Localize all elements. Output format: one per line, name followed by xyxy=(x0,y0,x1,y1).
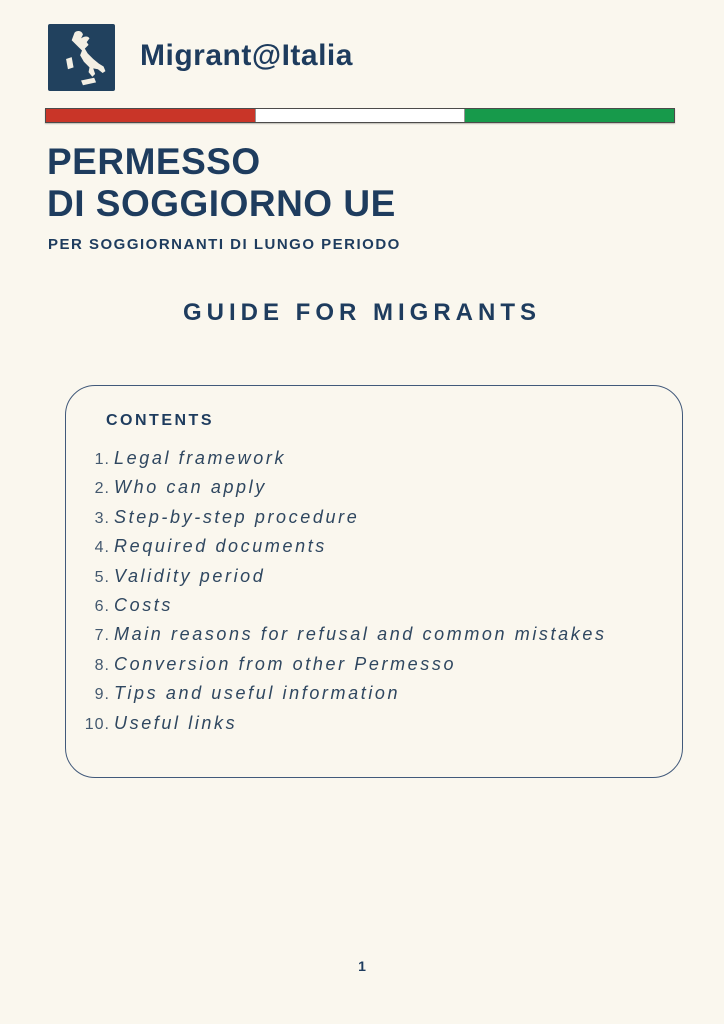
italy-map-icon xyxy=(52,28,112,88)
section-heading: GUIDE FOR MIGRANTS xyxy=(183,299,541,326)
brand-logo xyxy=(48,24,115,91)
toc-item xyxy=(70,477,672,506)
toc-item-number: 8. xyxy=(94,656,110,674)
toc-item xyxy=(70,595,672,624)
toc-item-number: 1. xyxy=(94,451,110,468)
page-title xyxy=(47,141,396,225)
contents-heading: CONTENTS xyxy=(106,412,214,429)
toc-item-number: 2. xyxy=(94,480,110,498)
toc-item-label: Costs xyxy=(114,594,174,615)
page-title-line2: DI SOGGIORNO UE xyxy=(47,183,396,224)
toc-item-number: 6. xyxy=(94,597,110,615)
flag-green-stripe xyxy=(465,109,674,122)
brand-name: Migrant@Italia xyxy=(140,39,353,72)
toc-item xyxy=(70,448,672,477)
toc-item-label: Legal framework xyxy=(114,448,287,468)
toc-item-label: Step-by-step procedure xyxy=(114,506,360,527)
toc-item xyxy=(70,654,672,683)
toc-item-label: Who can apply xyxy=(114,477,267,498)
table-of-contents xyxy=(70,448,672,742)
page-number: 1 xyxy=(358,958,366,974)
toc-item xyxy=(70,624,672,653)
page-title-line1: PERMESSO xyxy=(47,141,261,182)
toc-item xyxy=(70,507,672,536)
toc-item-number: 4. xyxy=(94,539,110,557)
toc-item xyxy=(70,683,672,712)
toc-item-label: Conversion from other Permesso xyxy=(114,653,457,674)
toc-item-label: Validity period xyxy=(114,565,266,586)
toc-item-label: Main reasons for refusal and common mistakes xyxy=(114,624,607,645)
toc-item-number: 5. xyxy=(94,568,110,586)
contents-box xyxy=(65,385,683,778)
toc-item-label: Useful links xyxy=(114,712,238,733)
toc-item-label: Tips and useful information xyxy=(114,683,401,704)
toc-item xyxy=(70,566,672,595)
toc-item-number: 7. xyxy=(94,627,110,645)
toc-item-number: 3. xyxy=(94,509,110,527)
toc-item xyxy=(70,713,672,742)
toc-item-label: Required documents xyxy=(114,536,327,557)
toc-item-number: 9. xyxy=(94,686,110,704)
toc-item xyxy=(70,536,672,565)
flag-red-stripe xyxy=(46,109,255,122)
toc-item-number: 10. xyxy=(84,715,110,733)
page-subtitle: PER SOGGIORNANTI DI LUNGO PERIODO xyxy=(48,236,401,253)
flag-white-stripe xyxy=(255,109,466,122)
italy-flag-bar xyxy=(45,108,675,123)
